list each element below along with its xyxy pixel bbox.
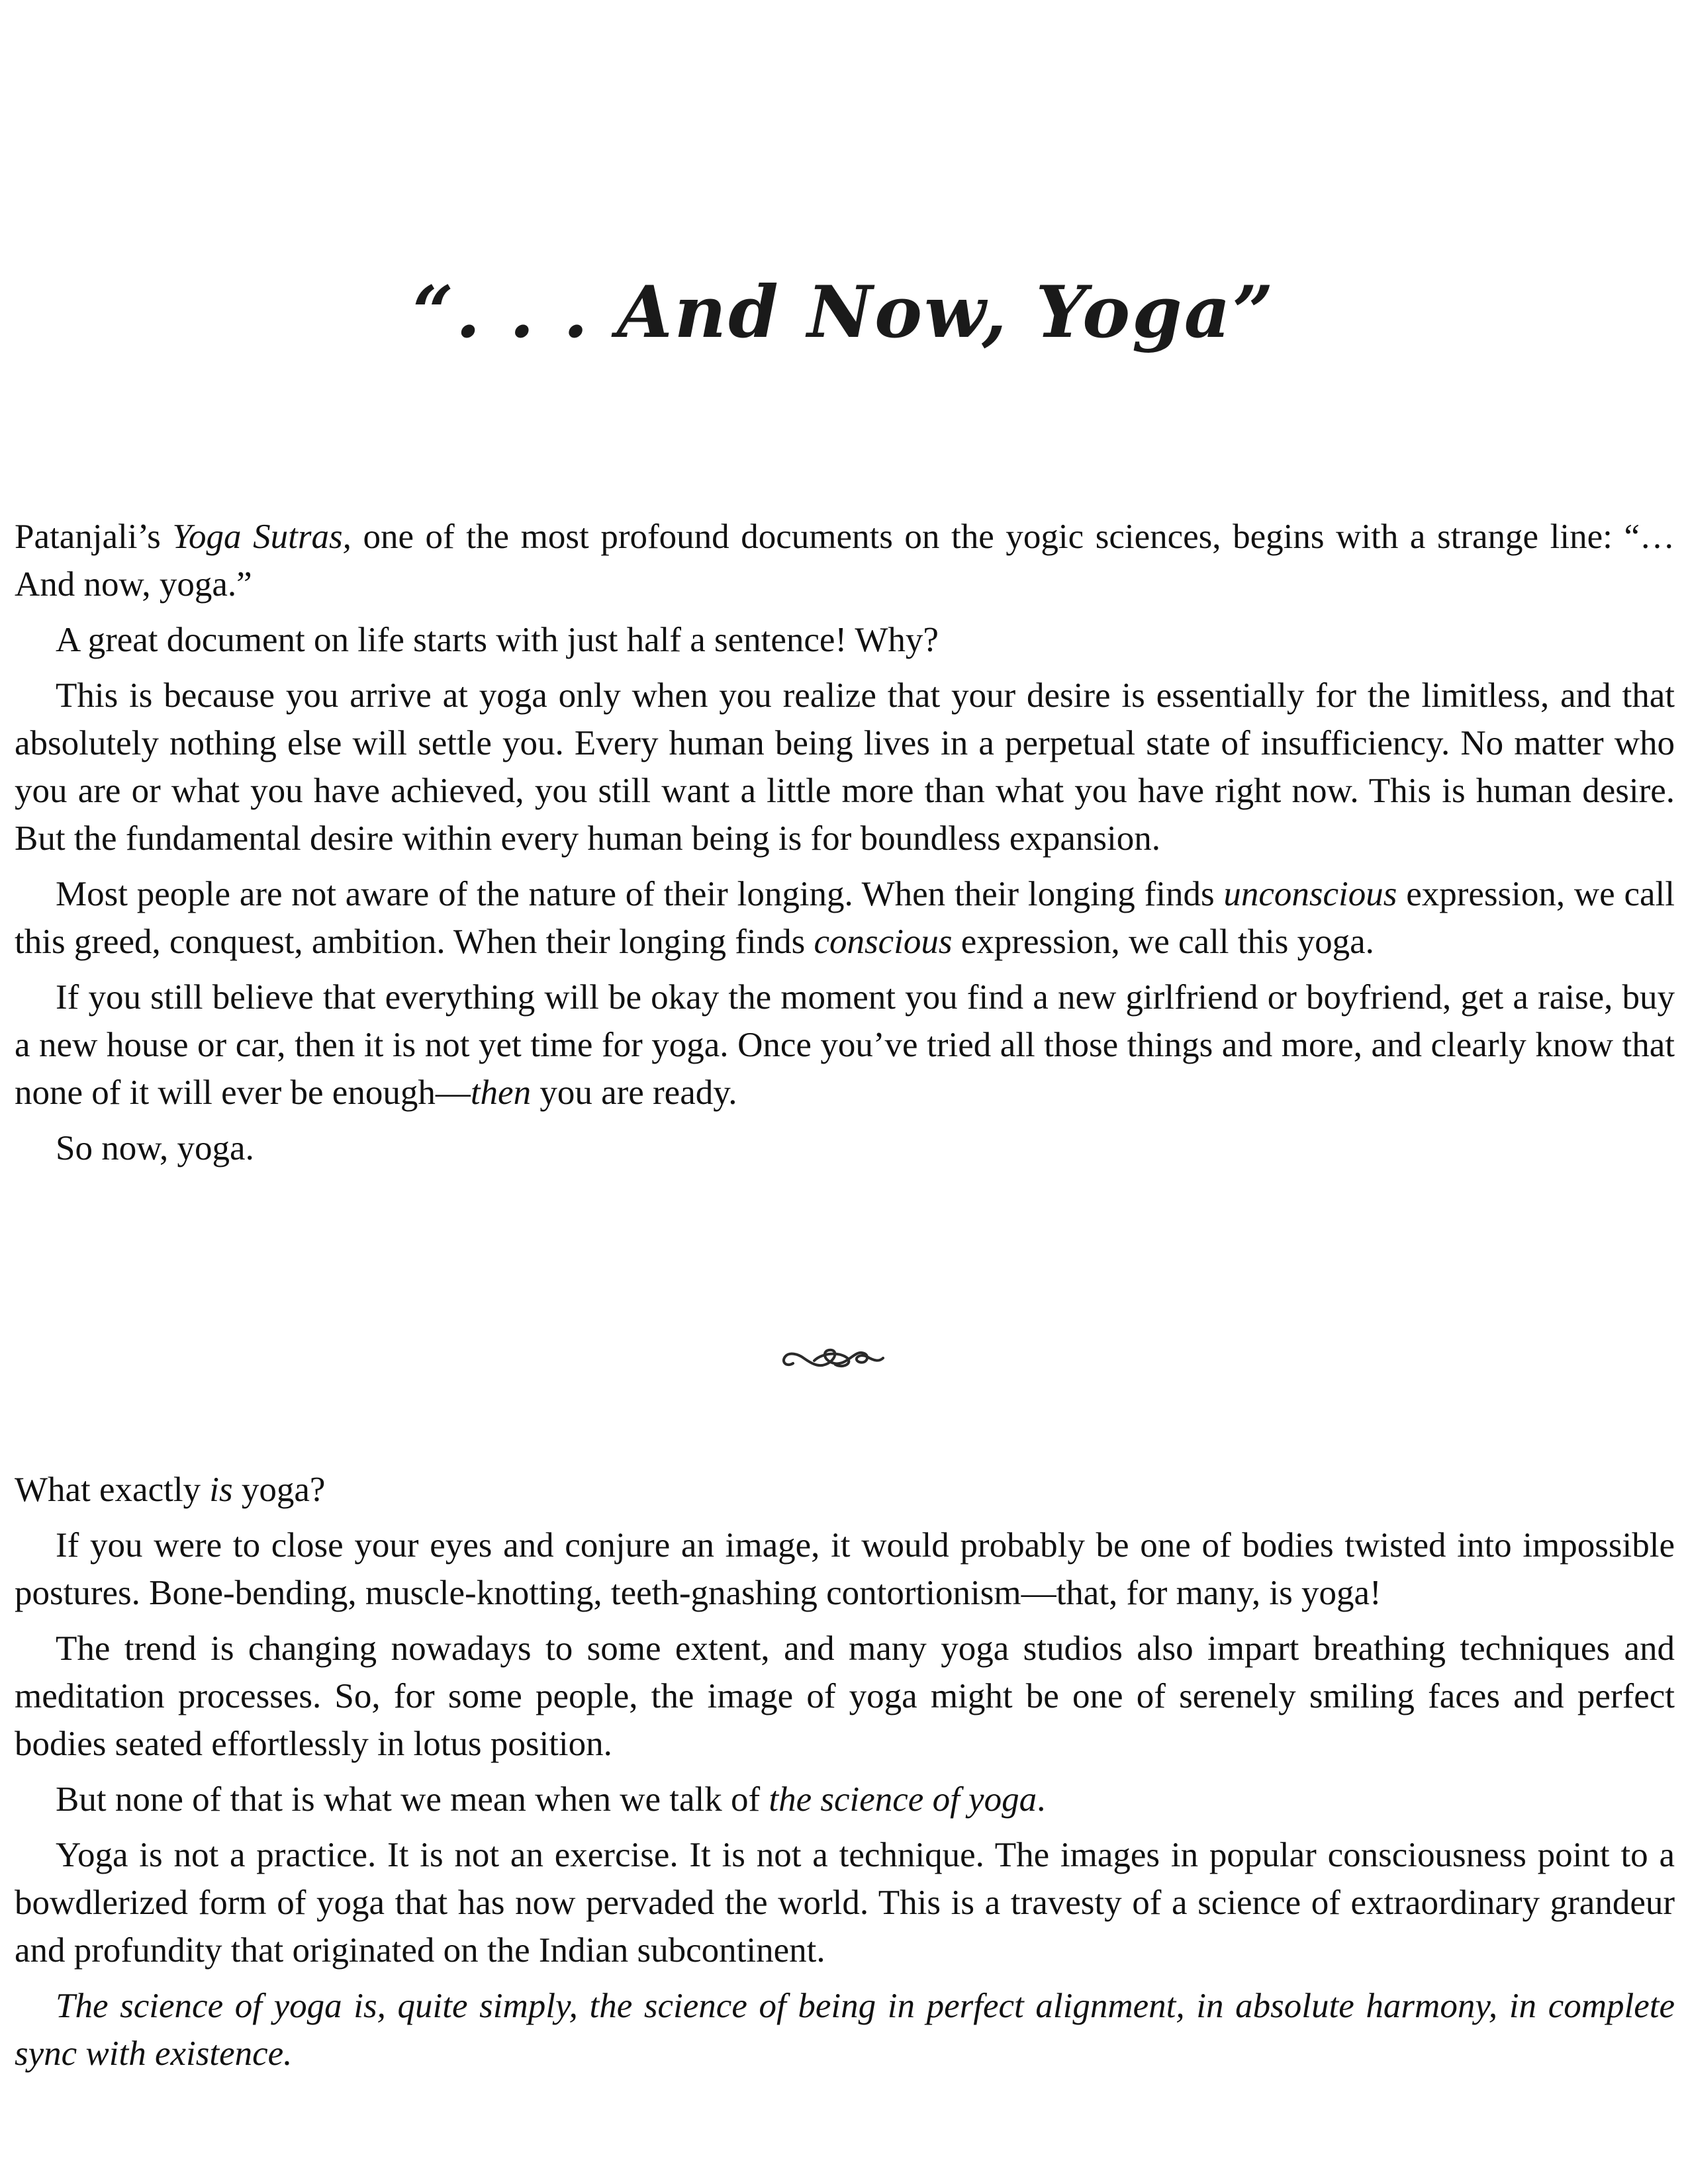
italic-text-run: then xyxy=(470,1073,532,1112)
body-paragraph xyxy=(15,1982,1675,2077)
body-paragraph xyxy=(15,974,1675,1116)
text-run: But none of that is what we mean when we talk of xyxy=(56,1780,769,1819)
text-run: Patanjali’s xyxy=(15,518,173,556)
italic-text-run: the science of yoga xyxy=(769,1780,1037,1819)
text-run: This is because you arrive at yoga only when you realize that your desire is essentially for the limitless, and that absolutely nothing else will settle you. Every human being lives in a perpetual state of insufficiency. No matter who you are or what you have achieved, you still want a little more than what you have right now. This is human desire. But the fundamental desire within every human being is for boundless expansion. xyxy=(15,676,1675,858)
section-2-body xyxy=(15,1466,1675,2085)
text-run: one of the most profound documents on the yogic sciences, begins with a strange line: “…And now, yoga.” xyxy=(15,518,1675,604)
text-run: Yoga is not a practice. It is not an exercise. It is not a technique. The images in popular consciousness point to a bowdlerized form of yoga that has now pervaded the world. This is a travesty of a science of extraordinary grandeur and profundity that originated on the Indian subcontinent. xyxy=(15,1836,1675,1970)
text-run: What exactly xyxy=(15,1471,210,1509)
text-run: you are ready. xyxy=(531,1073,737,1112)
text-run: If you were to close your eyes and conjure an image, it would probably be one of bodies twisted into impossible postures. Bone-bending, muscle-knotting, teeth-gnashing contortionism—that, for many, is yoga! xyxy=(15,1526,1675,1612)
body-paragraph xyxy=(15,672,1675,862)
text-run: expression, we call this greed, conquest, ambition. When their longing finds xyxy=(15,875,1675,961)
italic-text-run: The science of yoga is, quite simply, the science of being in perfect alignment, in absolute harmony, in complete sync with existence. xyxy=(15,1987,1675,2073)
text-run: So now, yoga. xyxy=(56,1129,254,1167)
text-run: . xyxy=(1037,1780,1046,1819)
italic-text-run: conscious xyxy=(814,923,953,961)
italic-text-run: unconscious xyxy=(1223,875,1397,913)
text-run: Most people are not aware of the nature of their longing. When their longing finds xyxy=(56,875,1224,913)
body-paragraph xyxy=(15,616,1675,664)
chapter-title: “. . . And Now, Yoga” xyxy=(412,271,1276,355)
body-paragraph xyxy=(15,1466,1675,1514)
text-run: A great document on life starts with just half a sentence! Why? xyxy=(56,621,939,659)
body-paragraph xyxy=(15,1625,1675,1768)
body-paragraph xyxy=(15,513,1675,608)
body-paragraph xyxy=(15,1831,1675,1974)
text-run: expression, we call this yoga. xyxy=(952,923,1374,961)
body-paragraph xyxy=(15,870,1675,966)
text-run: If you still believe that everything will be okay the moment you find a new girlfriend or boyfriend, get a raise, buy a new house or car, then it is not yet time for yoga. Once you’ve tried all those things and more, and clearly know that none of it will ever be enough— xyxy=(15,978,1675,1112)
text-run: yoga? xyxy=(232,1471,326,1509)
text-run: The trend is changing nowadays to some extent, and many yoga studios also impart breathing techniques and meditation processes. So, for some people, the image of yoga might be one of serenely smiling faces and perfect bodies seated effortlessly in lotus position. xyxy=(15,1629,1675,1763)
section-1-body xyxy=(15,513,1675,1180)
body-paragraph xyxy=(15,1522,1675,1617)
italic-text-run: Yoga Sutras, xyxy=(172,518,352,556)
italic-text-run: is xyxy=(209,1471,233,1509)
body-paragraph xyxy=(15,1124,1675,1172)
body-paragraph xyxy=(15,1776,1675,1823)
flourish-ornament-icon xyxy=(774,1338,894,1378)
